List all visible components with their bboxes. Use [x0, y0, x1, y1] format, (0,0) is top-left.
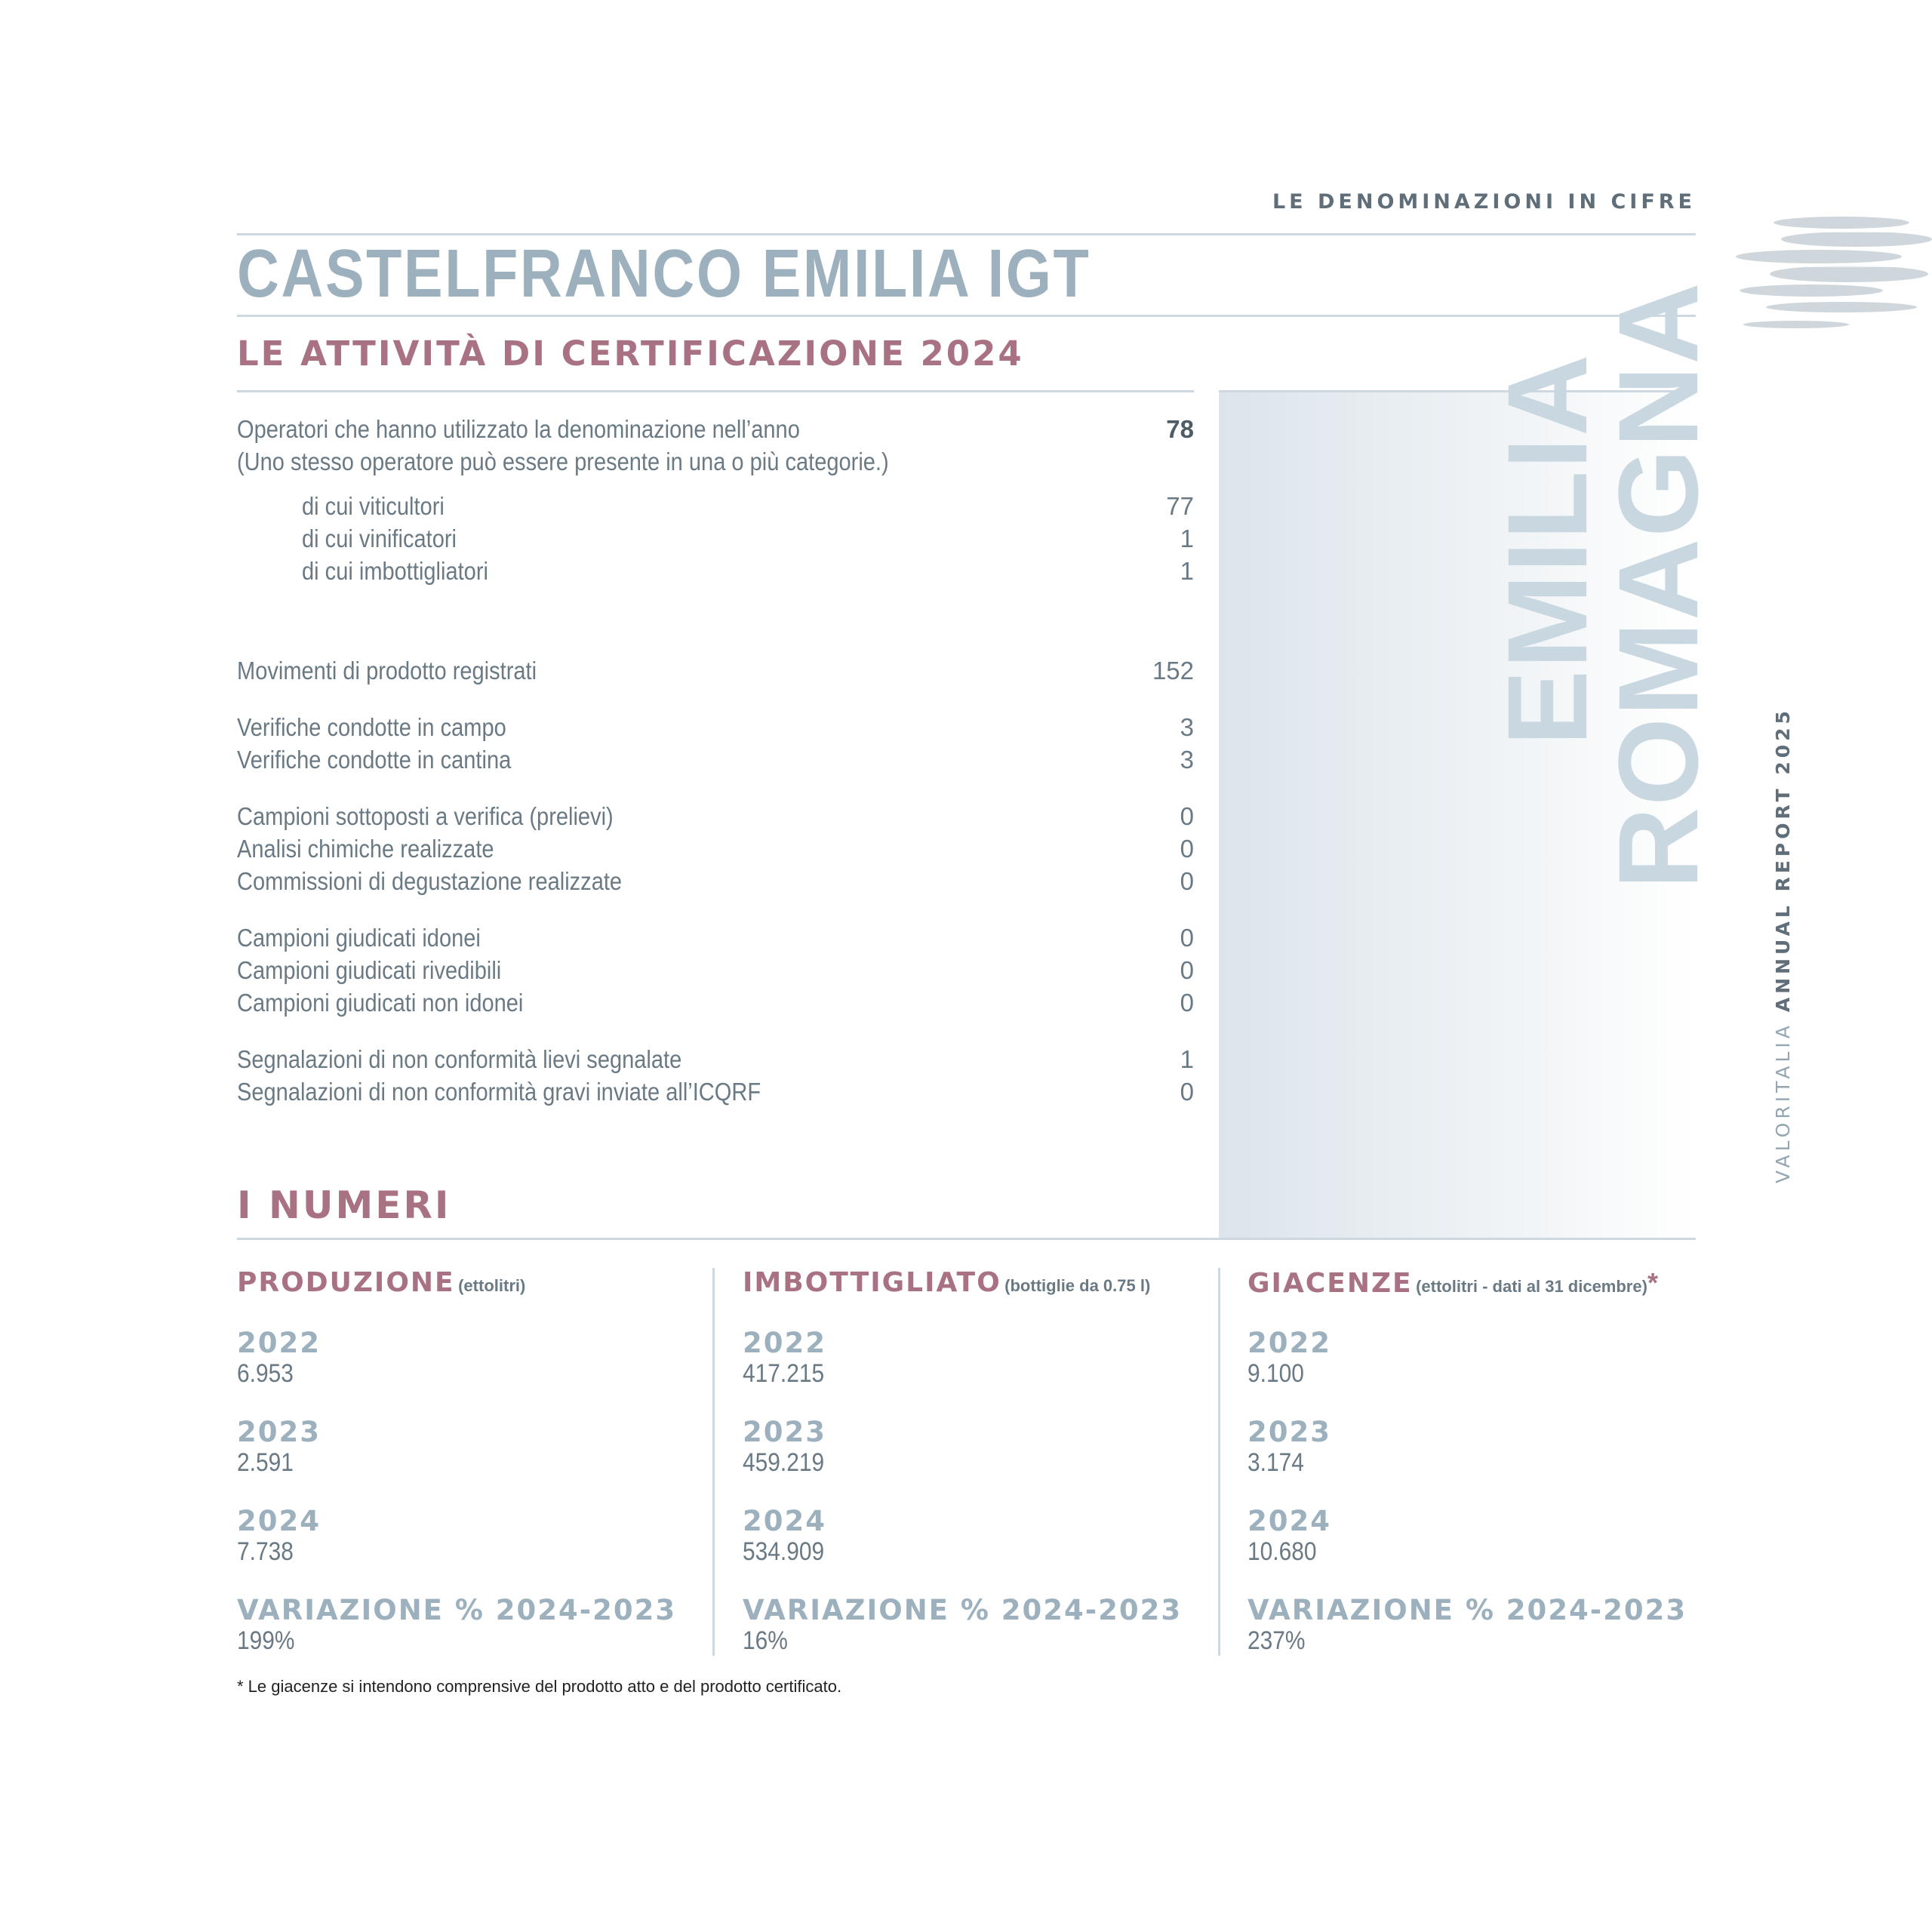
stat-label: di cui viticultori: [302, 492, 445, 520]
year-value: 417.215: [743, 1359, 825, 1388]
stat-row-viticultori: [237, 490, 1194, 523]
year-value: 2.591: [237, 1448, 294, 1477]
divider-under-subtitle: [237, 390, 1194, 392]
year-label: 2023: [743, 1416, 826, 1448]
year-value: 9.100: [1247, 1359, 1304, 1388]
stat-row-rivedibili: [237, 954, 1194, 987]
stat-value: 0: [1180, 835, 1194, 863]
footnote-marker: *: [1647, 1267, 1658, 1298]
stat-label: Campioni giudicati idonei: [237, 924, 481, 952]
variation-value: 237%: [1247, 1626, 1306, 1655]
stat-label: Campioni sottoposti a verifica (prelievi): [237, 802, 614, 830]
stat-row-analisi-chimiche: [237, 832, 1194, 866]
stat-value: 1: [1180, 525, 1194, 552]
section-label: LE DENOMINAZIONI IN CIFRE: [1272, 190, 1696, 214]
section-subtitle: LE ATTIVITÀ DI CERTIFICAZIONE 2024: [237, 334, 1024, 374]
year-label: 2023: [1247, 1416, 1331, 1448]
operators-note: (Uno stesso operatore può essere presente in una o più categorie.): [237, 448, 889, 475]
year-label: 2022: [1247, 1327, 1331, 1359]
year-value: 459.219: [743, 1448, 825, 1477]
stat-value: 0: [1180, 867, 1194, 895]
side-label-light: VALORITALIA: [1772, 1012, 1794, 1183]
stat-label: Campioni giudicati rivedibili: [237, 956, 502, 984]
stat-value: 0: [1180, 989, 1194, 1017]
stat-value: 0: [1180, 802, 1194, 830]
divider-top: [237, 233, 1696, 235]
stat-row-vinificatori: [237, 522, 1194, 555]
stat-row-nc-lievi: [237, 1043, 1194, 1076]
column-divider: [1218, 1268, 1220, 1656]
page-title: CASTELFRANCO EMILIA IGT: [237, 236, 1091, 312]
stat-value: 0: [1180, 924, 1194, 952]
year-label: 2022: [237, 1327, 321, 1359]
stat-label: di cui vinificatori: [302, 525, 457, 552]
stat-row-operatori: [237, 413, 1194, 446]
year-value: 7.738: [237, 1537, 294, 1566]
region-word-romagna: ROMAGNA: [1595, 281, 1721, 889]
stat-row-non-idonei: [237, 986, 1194, 1020]
stat-row-commissioni: [237, 865, 1194, 898]
footnote: * Le giacenze si intendono comprensive del prodotto atto e del prodotto certificato.: [237, 1677, 842, 1696]
stat-value: 77: [1166, 492, 1194, 520]
stat-value: 3: [1180, 713, 1194, 741]
column-unit: (ettolitri - dati al 31 dicembre): [1416, 1277, 1647, 1296]
stat-row-verifiche-cantina: [237, 743, 1194, 777]
stat-value: 78: [1166, 415, 1194, 443]
column-unit: (bottiglie da 0.75 l): [1004, 1276, 1151, 1295]
year-value: 534.909: [743, 1537, 825, 1566]
report-side-label: [1772, 707, 1794, 1183]
variation-label: VARIAZIONE % 2024-2023: [743, 1594, 1183, 1626]
stat-label: Segnalazioni di non conformità lievi segnalate: [237, 1045, 682, 1073]
stat-label: Movimenti di prodotto registrati: [237, 657, 537, 685]
stat-row-movimenti: [237, 654, 1194, 688]
column-heading-text: IMBOTTIGLIATO: [743, 1267, 1001, 1298]
stat-label: Verifiche condotte in cantina: [237, 746, 512, 774]
variation-label: VARIAZIONE % 2024-2023: [237, 1594, 677, 1626]
year-label: 2022: [743, 1327, 826, 1359]
year-label: 2023: [237, 1416, 321, 1448]
divider-numeri: [237, 1238, 1696, 1240]
column-imbottigliato: [743, 1268, 1211, 1656]
column-heading: [1247, 1268, 1715, 1304]
stat-label: Segnalazioni di non conformità gravi inviate all’ICQRF: [237, 1078, 761, 1106]
column-unit: (ettolitri): [458, 1276, 526, 1295]
stat-value: 152: [1152, 657, 1194, 685]
stat-label: di cui imbottigliatori: [302, 557, 488, 585]
column-produzione: [237, 1268, 705, 1656]
side-label-bold: ANNUAL REPORT 2025: [1772, 707, 1794, 1013]
column-divider: [712, 1268, 715, 1656]
year-value: 6.953: [237, 1359, 294, 1388]
stat-value: 3: [1180, 746, 1194, 774]
stat-row-campioni-verifica: [237, 800, 1194, 833]
stat-label: Operatori che hanno utilizzato la denominazione nell’anno: [237, 415, 800, 443]
stat-row-verifiche-campo: [237, 711, 1194, 744]
column-giacenze: [1247, 1268, 1715, 1656]
variation-value: 16%: [743, 1626, 788, 1655]
variation-value: 199%: [237, 1626, 295, 1655]
year-label: 2024: [743, 1505, 826, 1537]
stat-value: 1: [1180, 1045, 1194, 1073]
column-heading-text: GIACENZE: [1247, 1268, 1413, 1299]
year-value: 3.174: [1247, 1448, 1304, 1477]
year-label: 2024: [237, 1505, 321, 1537]
year-value: 10.680: [1247, 1537, 1317, 1566]
numeri-title: I NUMERI: [237, 1183, 451, 1227]
year-label: 2024: [1247, 1505, 1331, 1537]
stat-row-idonei: [237, 921, 1194, 955]
column-heading-text: PRODUZIONE: [237, 1267, 455, 1298]
stat-row-imbottigliatori: [237, 555, 1194, 588]
stat-value: 0: [1180, 956, 1194, 984]
variation-label: VARIAZIONE % 2024-2023: [1247, 1594, 1687, 1626]
stat-value: 0: [1180, 1078, 1194, 1106]
stat-row-nc-gravi: [237, 1075, 1194, 1109]
divider-under-title: [237, 315, 1696, 317]
stat-value: 1: [1180, 557, 1194, 585]
stat-label: Analisi chimiche realizzate: [237, 835, 494, 863]
stat-label: Commissioni di degustazione realizzate: [237, 867, 623, 895]
brush-texture-decoration: [1728, 192, 1932, 343]
column-heading: [743, 1268, 1211, 1303]
column-heading: [237, 1268, 705, 1303]
stat-label: Campioni giudicati non idonei: [237, 989, 524, 1017]
stat-label: Verifiche condotte in campo: [237, 713, 506, 741]
region-word-emilia: EMILIA: [1484, 352, 1611, 746]
